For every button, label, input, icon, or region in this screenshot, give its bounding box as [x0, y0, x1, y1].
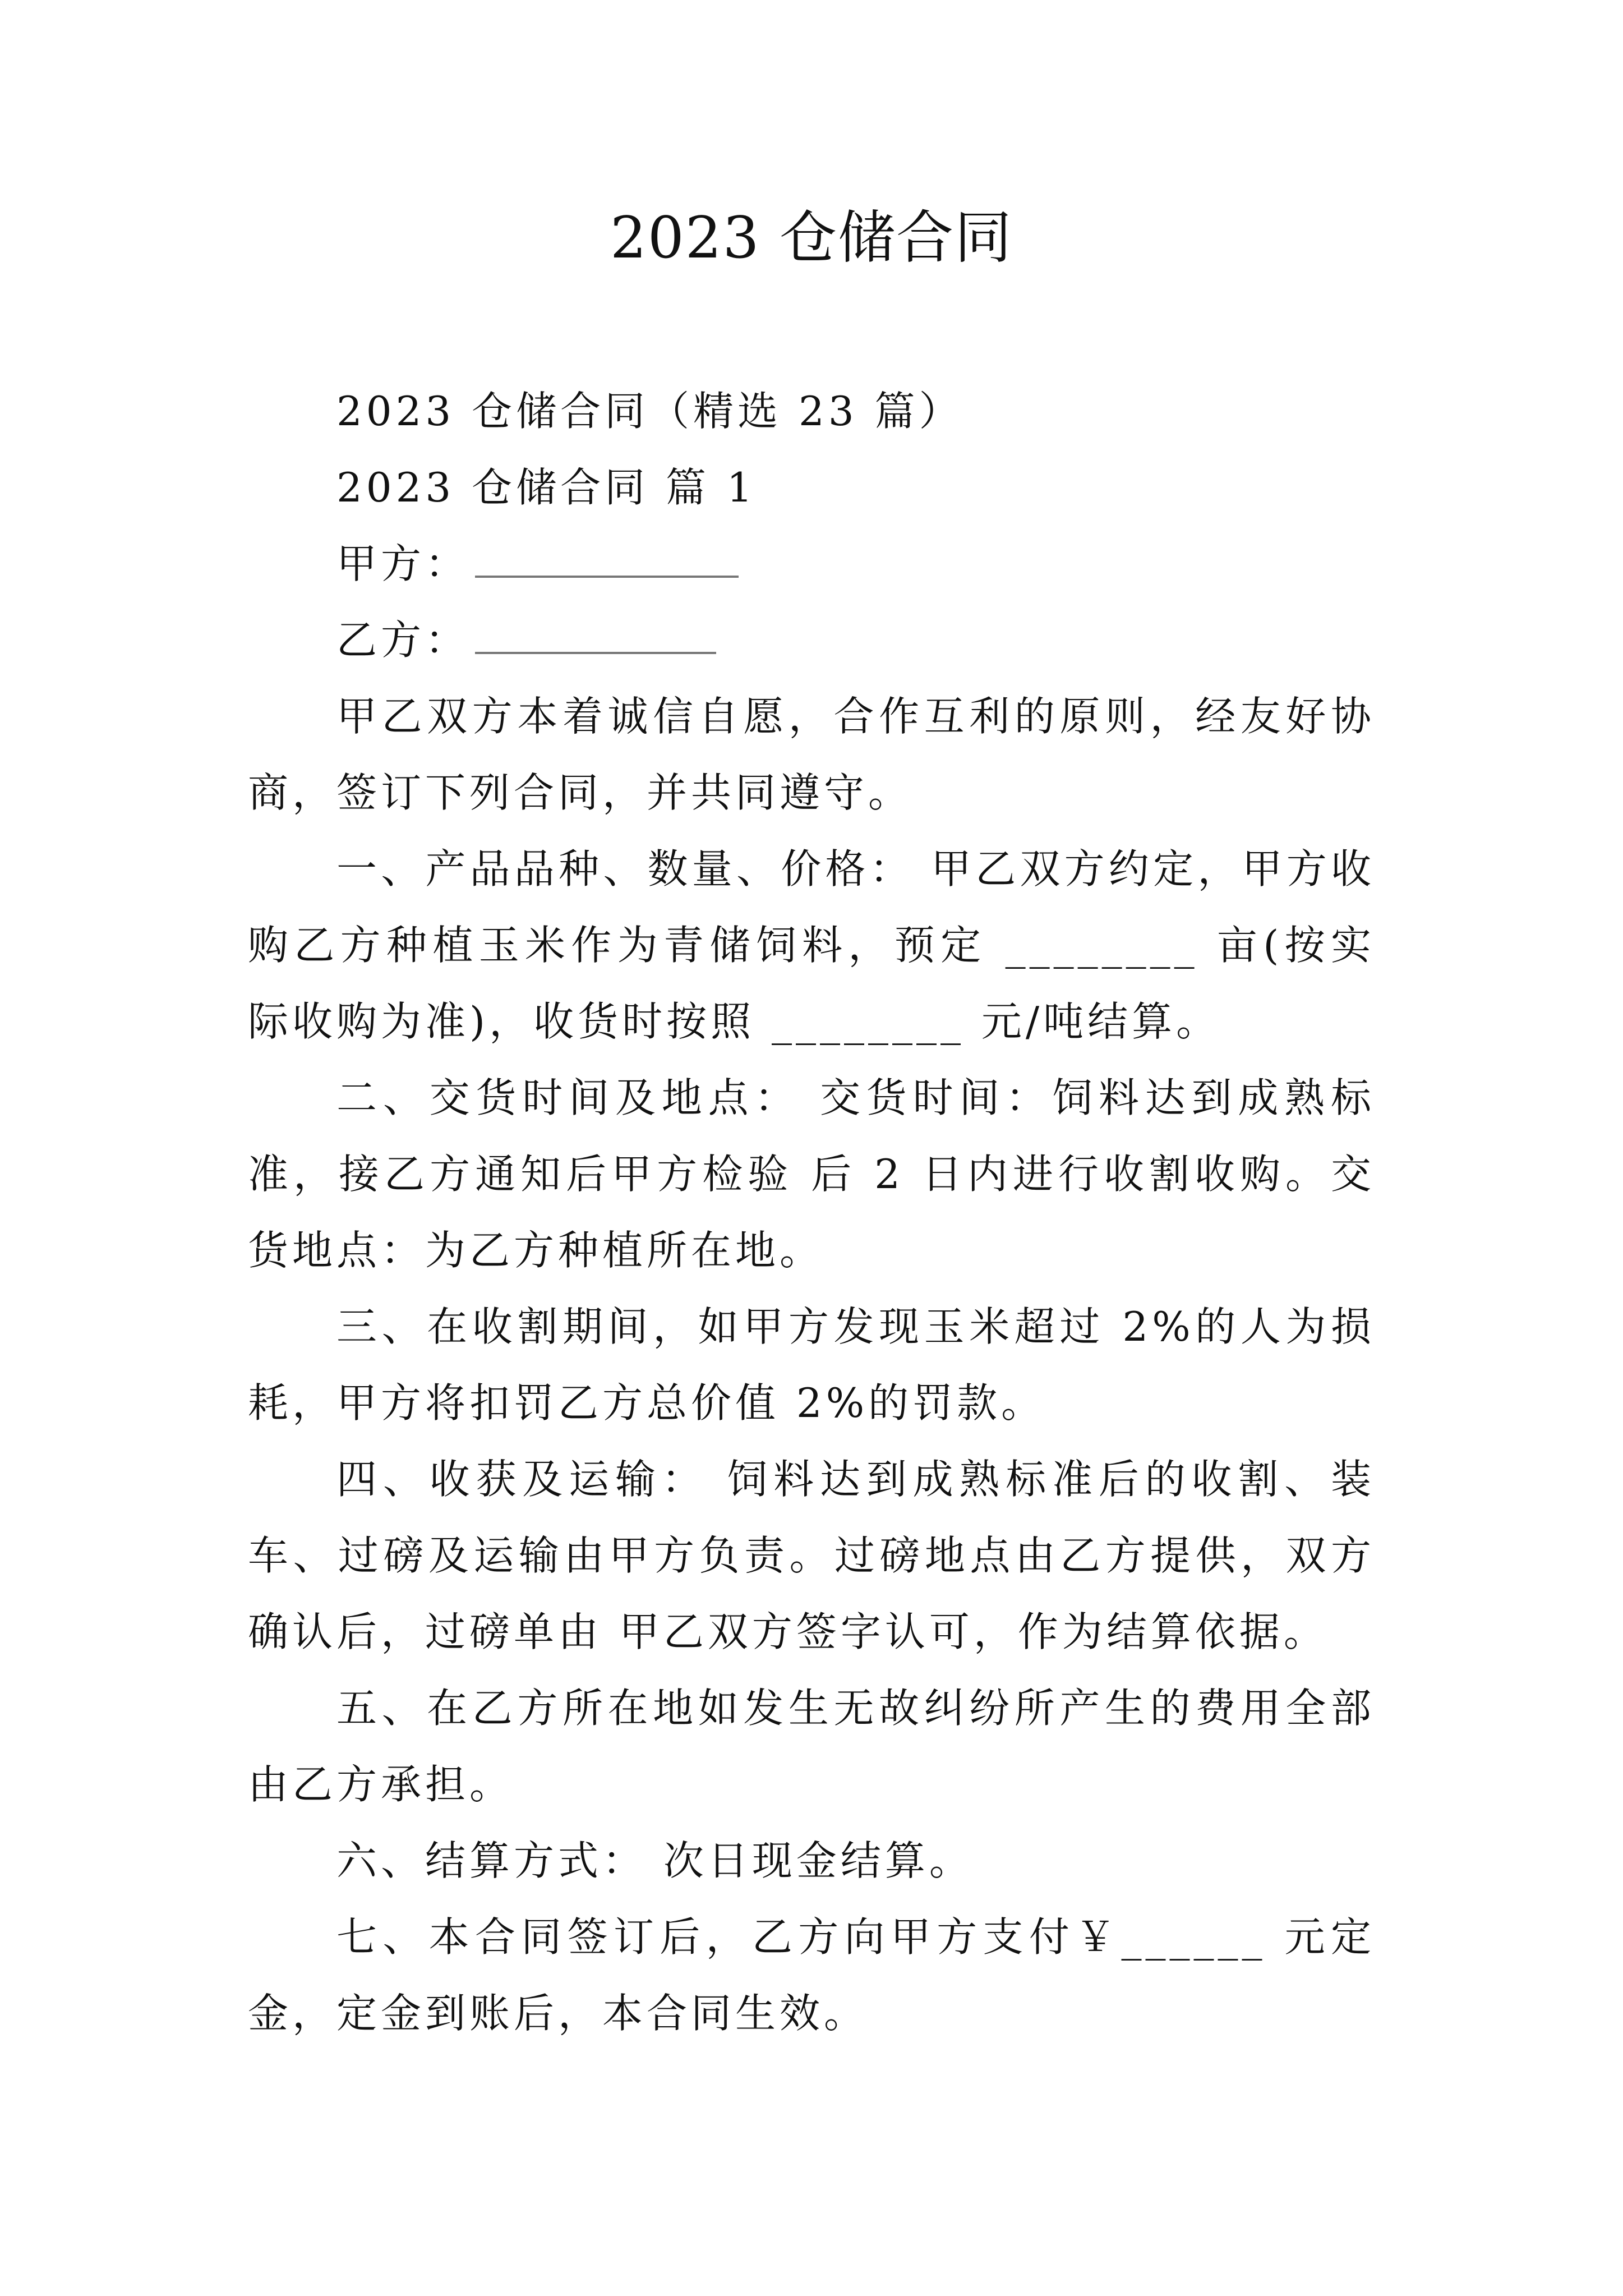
paragraph: 二、交货时间及地点： 交货时间：饲料达到成熟标准，接乙方通知后甲方检验 后 2 日内进行收割收购。交货地点：为乙方种植所在地。	[248, 1074, 1375, 1274]
paragraph: 五、在乙方所在地如发生无故纠纷所产生的费用全部由乙方承担。	[248, 1685, 1375, 1808]
paragraph: 六、结算方式： 次日现金结算。	[336, 1837, 974, 1884]
section-heading: 2023 仓储合同 篇 1	[336, 464, 757, 511]
party-a-line	[248, 526, 1375, 602]
party-a-blank	[475, 542, 739, 578]
paragraph: 一、产品品种、数量、价格： 甲乙双方约定，甲方收购乙方种植玉米作为青储饲料，预定 ________ 亩(按实际收购为准)，收货时按照 ________ 元/吨结算。	[248, 845, 1375, 1045]
party-b-line	[248, 602, 1375, 678]
document-subtitle: 2023 仓储合同（精选 23 篇）	[336, 388, 963, 435]
paragraph: 四、收获及运输： 饲料达到成熟标准后的收割、装车、过磅及运输由甲方负责。过磅地点由乙方提供，双方确认后，过磅单由 甲乙双方签字认可，作为结算依据。	[248, 1456, 1375, 1655]
party-b-label: 乙方：	[336, 616, 470, 664]
document-title: 2023 仓储合同	[610, 205, 1013, 272]
party-b-blank	[475, 618, 716, 654]
document-body	[248, 373, 1375, 2051]
party-a-label: 甲方：	[336, 540, 470, 587]
paragraph: 三、在收割期间，如甲方发现玉米超过 2%的人为损耗，甲方将扣罚乙方总价值 2%的罚款。	[248, 1303, 1375, 1427]
paragraph: 甲乙双方本着诚信自愿，合作互利的原则，经友好协商，签订下列合同，并共同遵守。	[248, 693, 1375, 816]
paragraph: 七、本合同签订后，乙方向甲方支付￥______ 元定金，定金到账后，本合同生效。	[248, 1913, 1375, 2037]
